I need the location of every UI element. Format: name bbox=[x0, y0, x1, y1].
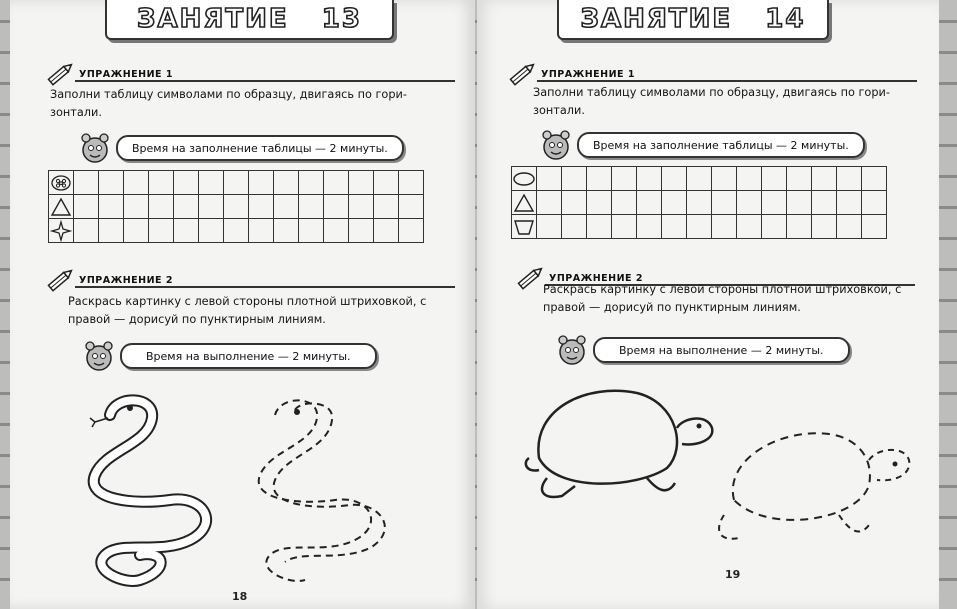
exercise2-timer bbox=[82, 339, 377, 373]
lesson-title-box bbox=[557, 0, 829, 40]
instruction-line: правой — дорисуй по пунктирным линиям. bbox=[543, 301, 801, 314]
empty-cell bbox=[787, 215, 812, 239]
empty-cell bbox=[399, 219, 424, 243]
empty-cell bbox=[74, 195, 99, 219]
empty-cell bbox=[99, 195, 124, 219]
empty-cell bbox=[374, 195, 399, 219]
empty-cell bbox=[562, 191, 587, 215]
empty-cell bbox=[862, 191, 887, 215]
empty-cell bbox=[274, 195, 299, 219]
alarm-clock-icon bbox=[555, 333, 589, 367]
instruction-line: правой — дорисуй по пунктирным линиям. bbox=[68, 313, 326, 326]
grid-row bbox=[512, 215, 887, 239]
empty-cell bbox=[374, 219, 399, 243]
empty-cell bbox=[862, 215, 887, 239]
exercise2-label: УПРАЖНЕНИЕ 2 bbox=[79, 275, 173, 286]
empty-cell bbox=[787, 191, 812, 215]
empty-cell bbox=[299, 195, 324, 219]
empty-cell bbox=[149, 195, 174, 219]
timer-bubble: Время на выполнение — 2 минуты. bbox=[593, 337, 850, 363]
sample-cell bbox=[512, 215, 537, 239]
empty-cell bbox=[249, 171, 274, 195]
exercise2-instructions bbox=[543, 281, 923, 317]
empty-cell bbox=[787, 167, 812, 191]
alarm-clock-icon bbox=[78, 131, 112, 165]
sample-cell bbox=[512, 167, 537, 191]
exercise1-header bbox=[45, 60, 455, 82]
empty-cell bbox=[324, 171, 349, 195]
triangle-icon bbox=[49, 198, 73, 216]
alarm-clock-icon bbox=[82, 339, 116, 373]
page-number: 19 bbox=[725, 568, 741, 581]
grid-row bbox=[512, 167, 887, 191]
empty-cell bbox=[662, 215, 687, 239]
instruction-line: Заполни таблицу символами по образцу, двигаясь по гори- bbox=[50, 88, 407, 101]
timer-bubble: Время на заполнение таблицы — 2 минуты. bbox=[577, 132, 865, 158]
grid-row bbox=[49, 219, 424, 243]
empty-cell bbox=[124, 195, 149, 219]
empty-cell bbox=[224, 171, 249, 195]
empty-cell bbox=[837, 215, 862, 239]
empty-cell bbox=[662, 167, 687, 191]
empty-cell bbox=[612, 167, 637, 191]
empty-cell bbox=[637, 191, 662, 215]
empty-cell bbox=[324, 195, 349, 219]
empty-cell bbox=[712, 167, 737, 191]
empty-cell bbox=[174, 219, 199, 243]
empty-cell bbox=[99, 171, 124, 195]
symbol-grid bbox=[511, 166, 887, 239]
exercise2-header bbox=[45, 266, 455, 288]
empty-cell bbox=[537, 215, 562, 239]
empty-cell bbox=[224, 219, 249, 243]
empty-cell bbox=[637, 215, 662, 239]
empty-cell bbox=[612, 191, 637, 215]
lesson-title: ЗАНЯТИЕ 14 bbox=[580, 4, 806, 34]
empty-cell bbox=[299, 171, 324, 195]
empty-cell bbox=[349, 219, 374, 243]
grid-row bbox=[49, 195, 424, 219]
empty-cell bbox=[149, 171, 174, 195]
snake-solid-picture bbox=[80, 390, 240, 590]
trapezoid-icon bbox=[512, 219, 536, 235]
empty-cell bbox=[124, 171, 149, 195]
empty-cell bbox=[587, 215, 612, 239]
empty-cell bbox=[712, 191, 737, 215]
oval-icon bbox=[512, 172, 536, 186]
instruction-line: зонтали. bbox=[533, 104, 585, 117]
sample-cell bbox=[49, 171, 74, 195]
exercise2-label: УПРАЖНЕНИЕ 2 bbox=[549, 273, 643, 284]
empty-cell bbox=[174, 195, 199, 219]
empty-cell bbox=[562, 215, 587, 239]
sample-cell bbox=[49, 219, 74, 243]
empty-cell bbox=[349, 195, 374, 219]
sample-cell bbox=[49, 195, 74, 219]
exercise1-label: УПРАЖНЕНИЕ 1 bbox=[541, 69, 635, 80]
empty-cell bbox=[199, 219, 224, 243]
empty-cell bbox=[274, 171, 299, 195]
empty-cell bbox=[399, 195, 424, 219]
alarm-clock-icon bbox=[539, 128, 573, 162]
exercise1-label: УПРАЖНЕНИЕ 1 bbox=[79, 69, 173, 80]
empty-cell bbox=[199, 195, 224, 219]
empty-cell bbox=[812, 167, 837, 191]
empty-cell bbox=[762, 215, 787, 239]
exercise1-instructions bbox=[50, 86, 455, 122]
exercise1-timer bbox=[539, 128, 865, 162]
empty-cell bbox=[299, 219, 324, 243]
triangle-icon bbox=[512, 194, 536, 212]
empty-cell bbox=[99, 219, 124, 243]
empty-cell bbox=[612, 215, 637, 239]
empty-cell bbox=[374, 171, 399, 195]
grid-row bbox=[512, 191, 887, 215]
empty-cell bbox=[737, 191, 762, 215]
exercise1-header bbox=[507, 60, 917, 82]
empty-cell bbox=[349, 171, 374, 195]
empty-cell bbox=[812, 191, 837, 215]
instruction-line: Заполни таблицу символами по образцу, двигаясь по гори- bbox=[533, 86, 890, 99]
grid-row bbox=[49, 171, 424, 195]
instruction-line: Раскрась картинку с левой стороны плотной штриховкой, с bbox=[68, 295, 427, 308]
empty-cell bbox=[662, 191, 687, 215]
page-number: 18 bbox=[232, 590, 248, 603]
empty-cell bbox=[737, 167, 762, 191]
symbol-grid bbox=[48, 170, 424, 243]
pencil-icon bbox=[45, 264, 77, 296]
empty-cell bbox=[812, 215, 837, 239]
exercise2-instructions bbox=[68, 293, 458, 329]
exercise1-timer bbox=[78, 131, 404, 165]
exercise2-timer bbox=[555, 333, 850, 367]
empty-cell bbox=[837, 167, 862, 191]
empty-cell bbox=[562, 167, 587, 191]
empty-cell bbox=[149, 219, 174, 243]
empty-cell bbox=[249, 195, 274, 219]
empty-cell bbox=[174, 171, 199, 195]
instruction-line: зонтали. bbox=[50, 106, 102, 119]
star-icon bbox=[49, 221, 73, 241]
instruction-line: Раскрась картинку с левой стороны плотной штриховкой, с bbox=[543, 283, 902, 296]
empty-cell bbox=[537, 167, 562, 191]
flower-icon bbox=[49, 175, 73, 191]
exercise1-instructions bbox=[533, 84, 923, 120]
empty-cell bbox=[324, 219, 349, 243]
empty-cell bbox=[587, 167, 612, 191]
empty-cell bbox=[837, 191, 862, 215]
lesson-title: ЗАНЯТИЕ 13 bbox=[137, 4, 362, 34]
empty-cell bbox=[74, 171, 99, 195]
sample-cell bbox=[512, 191, 537, 215]
empty-cell bbox=[587, 191, 612, 215]
timer-bubble: Время на заполнение таблицы — 2 минуты. bbox=[116, 135, 404, 161]
empty-cell bbox=[199, 171, 224, 195]
empty-cell bbox=[224, 195, 249, 219]
empty-cell bbox=[687, 167, 712, 191]
lesson-title-box bbox=[105, 0, 394, 40]
timer-bubble: Время на выполнение — 2 минуты. bbox=[120, 343, 377, 369]
empty-cell bbox=[737, 215, 762, 239]
snake-dashed-picture bbox=[240, 390, 410, 590]
empty-cell bbox=[637, 167, 662, 191]
turtle-solid-picture bbox=[517, 378, 717, 508]
empty-cell bbox=[124, 219, 149, 243]
empty-cell bbox=[537, 191, 562, 215]
left-page bbox=[10, 0, 475, 609]
empty-cell bbox=[249, 219, 274, 243]
empty-cell bbox=[74, 219, 99, 243]
empty-cell bbox=[862, 167, 887, 191]
turtle-dashed-picture bbox=[709, 420, 929, 560]
empty-cell bbox=[274, 219, 299, 243]
empty-cell bbox=[712, 215, 737, 239]
right-page bbox=[477, 0, 939, 609]
empty-cell bbox=[762, 167, 787, 191]
empty-cell bbox=[762, 191, 787, 215]
empty-cell bbox=[687, 191, 712, 215]
empty-cell bbox=[687, 215, 712, 239]
empty-cell bbox=[399, 171, 424, 195]
